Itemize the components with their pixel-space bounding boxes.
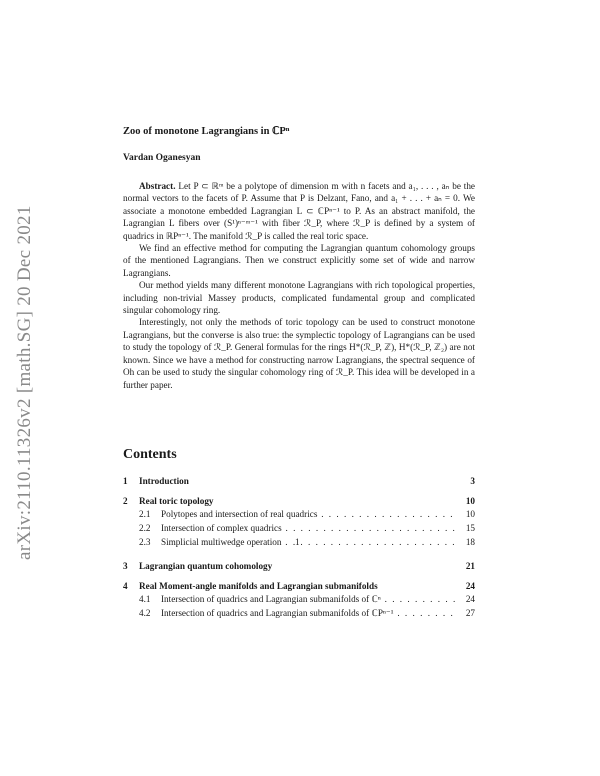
toc-subsection-row[interactable]	[139, 608, 475, 622]
toc-subsection-page: 15	[465, 523, 475, 533]
toc-section	[123, 561, 475, 571]
arxiv-stamp: arXiv:2110.11326v2 [math.SG] 20 Dec 2021	[14, 205, 35, 560]
toc-section-title: Introduction	[139, 476, 189, 486]
toc-subsection-title: Simplicial multiwedge operation . . .	[161, 537, 455, 547]
toc-subsection-row[interactable]	[139, 537, 475, 551]
toc-subsection-page: 18	[465, 537, 475, 547]
page-number: 1	[295, 537, 300, 547]
toc-section-page: 10	[465, 496, 475, 506]
toc-subsection-number: 4.1	[139, 594, 151, 604]
toc-section-number: 1	[123, 476, 128, 486]
toc-section-row[interactable]	[123, 561, 475, 571]
paper-title: Zoo of monotone Lagrangians in ℂPⁿ	[123, 126, 290, 137]
abstract-lead: Abstract.	[139, 181, 176, 191]
toc-subsection-title: Intersection of complex quadrics . . .	[161, 523, 455, 533]
toc-section-row[interactable]	[123, 496, 475, 506]
toc-subsection-title: Intersection of quadrics and Lagrangian submanifolds of ℂPⁿ⁻¹ . . .	[161, 608, 455, 619]
toc-section-title: Real toric topology	[139, 496, 214, 506]
abstract	[123, 180, 475, 391]
toc-subsection-row[interactable]	[139, 523, 475, 537]
toc-subsection-row[interactable]	[139, 594, 475, 608]
toc-section	[123, 476, 475, 486]
toc-subsection-row[interactable]	[139, 509, 475, 523]
contents-heading: Contents	[123, 447, 177, 462]
toc-section-row[interactable]	[123, 476, 475, 486]
toc-section	[123, 581, 475, 622]
toc-section-number: 4	[123, 581, 128, 591]
toc-section-title: Real Moment-angle manifolds and Lagrangian submanifolds	[139, 581, 378, 591]
abstract-paragraph-4: Interestingly, not only the methods of toric topology can be used to construct monotone Lagrangians, but the converse is also true: the symplectic topology of Lagrangians can be used to study the topology of ℛ_P. General formulas for the rings H*(ℛ_P, ℤ), H*(ℛ_P, ℤ₂) are not known. Since we have a method for constructing narrow Lagrangians, the spectral sequence of Oh can be used to study the singular cohomology ring of ℛ_P. This idea will be developed in a further paper.	[123, 317, 475, 390]
toc-subsection-number: 2.2	[139, 523, 151, 533]
toc-subsection-page: 24	[465, 594, 475, 604]
toc-subsection-page: 27	[465, 608, 475, 618]
toc-subsection-title: Polytopes and intersection of real quadrics . . .	[161, 509, 455, 519]
toc-section-number: 2	[123, 496, 128, 506]
toc-subsection-number: 2.3	[139, 537, 151, 547]
toc-section-page: 21	[465, 561, 475, 571]
toc-section-number: 3	[123, 561, 128, 571]
author-name: Vardan Oganesyan	[123, 153, 201, 163]
abstract-paragraph-2: We find an effective method for computing the Lagrangian quantum cohomology groups of the mentioned Lagrangians. Then we construct explicitly some set of wide and narrow Lagrangians.	[123, 243, 475, 278]
abstract-paragraph-3: Our method yields many different monotone Lagrangians with rich topological properties, including non-trivial Massey products, complicated fundamental group and complicated singular cohomology ring.	[123, 280, 475, 316]
abstract-text-1: Let P ⊂ ℝᵐ be a polytope of dimension m with n facets and a₁, . . . , aₙ be the normal vectors to the facets of P. Assume that P is Delzant, Fano, and a₁ + . . . + aₙ = 0. We associate a monotone embedded Lagrangian L ⊂ ℂPⁿ⁻¹ to P. As an abstract manifold, the Lagrangian L fibers over (S¹)ⁿ⁻ᵐ⁻¹ with fiber ℛ_P, where ℛ_P is defined by a system of quadrics in ℝPⁿ⁻¹. The manifold ℛ_P is called the real toric space.	[123, 181, 475, 241]
toc-section-page: 3	[470, 476, 475, 486]
table-of-contents	[123, 476, 475, 632]
toc-section-title: Lagrangian quantum cohomology	[139, 561, 273, 571]
toc-subsection-title: Intersection of quadrics and Lagrangian submanifolds of ℂⁿ . . .	[161, 594, 455, 605]
toc-subsection-number: 4.2	[139, 608, 151, 618]
toc-section-page: 24	[465, 581, 475, 591]
toc-subsection-page: 10	[465, 509, 475, 519]
abstract-paragraph-1	[123, 180, 475, 242]
toc-subsection-number: 2.1	[139, 509, 151, 519]
toc-section-row[interactable]	[123, 581, 475, 591]
